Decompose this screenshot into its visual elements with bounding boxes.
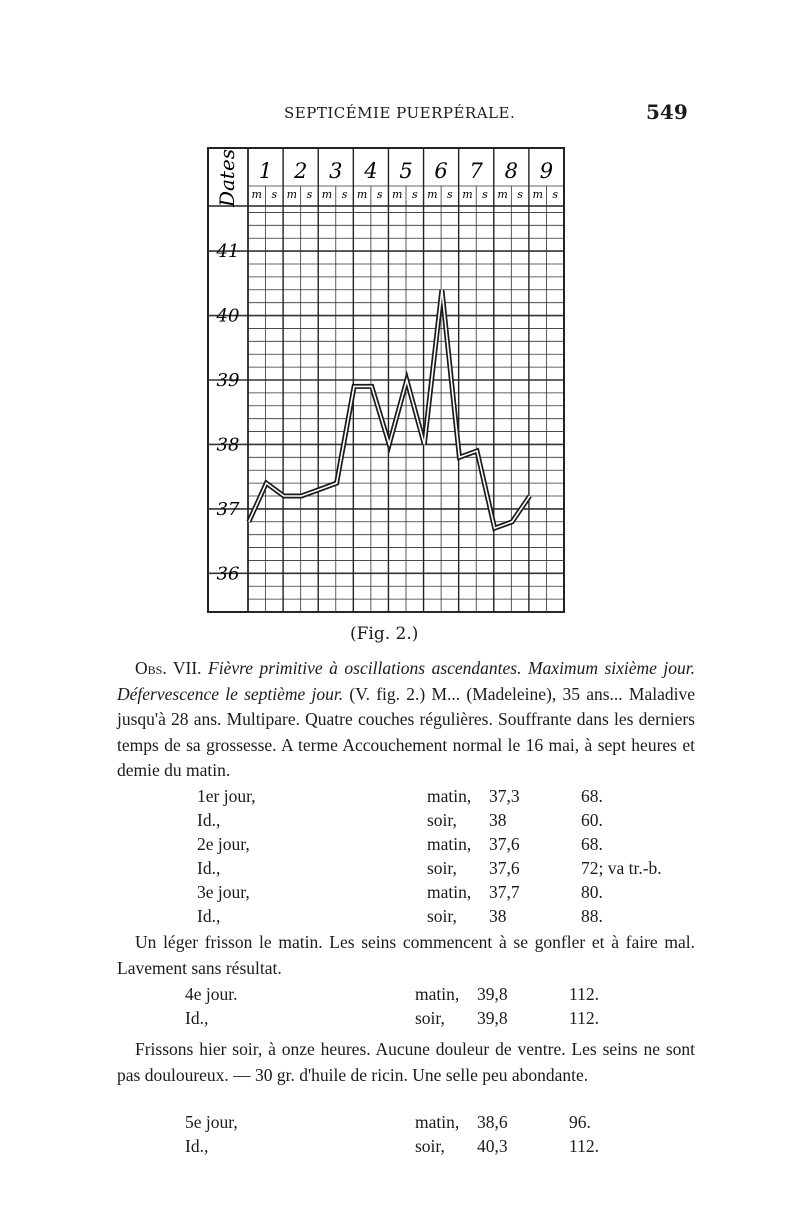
time-of-day-label: s [376,188,383,201]
time-of-day-label: s [447,188,453,201]
observation-paragraph [117,656,695,784]
cell-day: 1er jour, [197,786,256,806]
day-label: 6 [434,159,448,183]
cell-day: Id., [197,906,221,926]
day-label: 5 [399,159,413,183]
dates-corner-label: Dates [215,148,239,208]
running-head: SEPTICÉMIE PUERPÉRALE. [284,104,516,122]
time-of-day-label: s [482,188,488,201]
cell-pulse: 80. [581,882,603,902]
time-of-day-label: s [517,188,523,201]
cell-pulse: 112. [569,984,599,1004]
time-of-day-label: m [286,188,298,201]
time-of-day-label: m [497,188,508,201]
time-of-day-label: m [462,188,473,201]
temperature-chart [200,140,572,618]
time-of-day-label: m [532,188,543,201]
day-label: 9 [539,159,554,183]
day-label: 3 [329,159,343,183]
cell-temp: 38 [489,906,507,926]
cell-time: matin, [415,1112,460,1132]
cell-time: matin, [427,882,472,902]
cell-pulse: 72; va tr.-b. [581,858,662,878]
cell-time: matin, [427,834,472,854]
cell-temp: 37,6 [489,834,520,854]
y-tick-label: 37 [216,498,240,520]
time-of-day-label: s [341,188,348,201]
time-of-day-label: m [392,188,403,201]
cell-day: 4e jour. [185,984,238,1004]
cell-temp: 37,3 [489,786,520,806]
cell-day: 2e jour, [197,834,250,854]
day-label: 1 [258,159,273,183]
time-of-day-label: m [427,188,438,201]
cell-temp: 38,6 [477,1112,508,1132]
temperature-line-outer [249,290,530,528]
y-tick-label: 39 [216,370,240,391]
cell-pulse: 88. [581,906,603,926]
cell-temp: 38 [489,810,507,830]
observation-title: Fièvre primitive à oscillations ascendantes. Maximum sixième jour. Défervescence le septième jour. [117,658,696,704]
observation-text: (V. fig. 2.) M... (Madeleine), 35 ans... Maladive jusqu'à 28 ans. Multipare. Quatre couches régulières. Souffrante dans les derniers temps de sa grossesse. A terme Accouchement normal le 16 mai, à sept heures et demie du matin. [117,683,695,780]
cell-pulse: 96. [569,1112,591,1132]
y-tick-label: 41 [216,241,240,263]
time-of-day-label: m [356,188,368,201]
page-header [0,100,800,130]
time-of-day-label: s [411,188,418,201]
cell-temp: 39,8 [477,1008,508,1028]
page-number: 549 [646,100,688,124]
paragraph-1: Un léger frisson le matin. Les seins commencent à se gonfler et à faire mal. Lavement sans résultat. [117,932,695,978]
time-of-day-label: m [251,188,262,201]
cell-temp: 39,8 [477,984,508,1004]
figure-caption: (Fig. 2.) [350,624,419,644]
cell-time: soir, [415,1008,445,1028]
cell-day: 3e jour, [197,882,250,902]
cell-pulse: 112. [569,1136,599,1156]
cell-day: Id., [185,1008,209,1028]
time-of-day-label: m [321,188,333,201]
day-label: 4 [364,159,378,183]
cell-pulse: 60. [581,810,603,830]
y-tick-label: 38 [216,434,240,456]
day-label: 8 [504,159,519,183]
time-of-day-label: s [271,188,278,201]
day-label: 7 [469,159,483,183]
cell-temp: 37,6 [489,858,520,878]
time-of-day-label: s [306,188,313,201]
observation-label: Obs. VII. [135,658,202,678]
cell-day: Id., [197,858,221,878]
cell-time: soir, [427,810,457,830]
cell-time: soir, [415,1136,445,1156]
day-label: 2 [293,159,308,183]
paragraph-2: Frissons hier soir, à onze heures. Aucune douleur de ventre. Les seins ne sont pas douloureux. — 30 gr. d'huile de ricin. Une selle peu abondante. [117,1039,695,1085]
y-tick-label: 36 [216,563,240,585]
cell-time: soir, [427,858,457,878]
cell-temp: 37,7 [489,882,520,902]
cell-time: soir, [427,906,457,926]
time-of-day-label: s [552,188,559,201]
cell-day: 5e jour, [185,1112,238,1132]
cell-pulse: 68. [581,786,603,806]
cell-time: matin, [427,786,472,806]
cell-day: Id., [197,810,221,830]
y-tick-label: 40 [216,305,240,327]
cell-pulse: 112. [569,1008,599,1028]
cell-pulse: 68. [581,834,603,854]
cell-time: matin, [415,984,460,1004]
cell-day: Id., [185,1136,209,1156]
cell-temp: 40,3 [477,1136,508,1156]
